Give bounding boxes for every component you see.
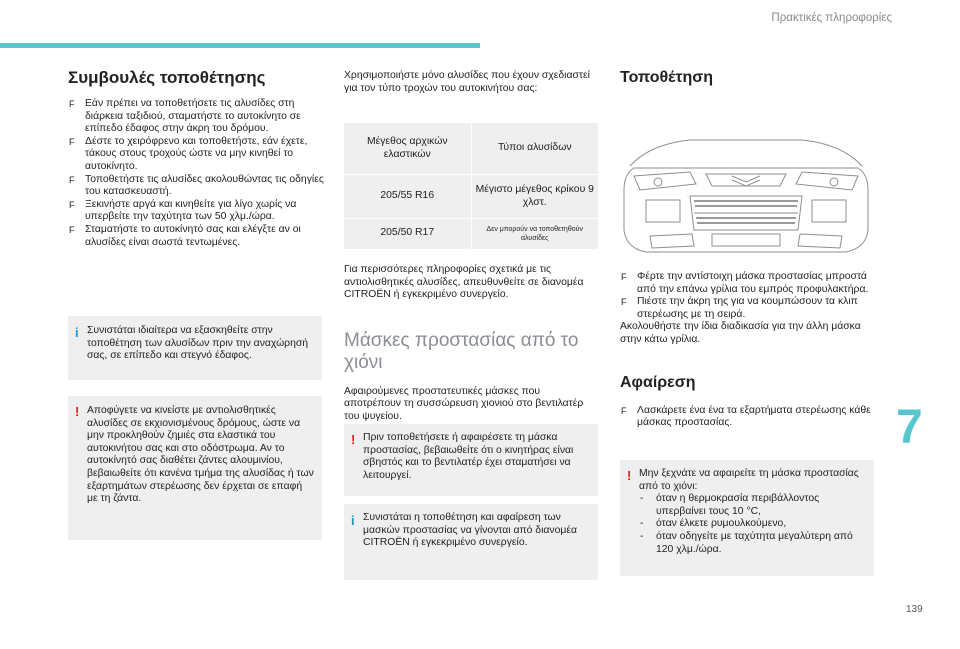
- list-item: F Πιέστε την άκρη της για να κουμπώσουν τα κλιπ στερέωσης με τη σειρά.: [620, 296, 874, 321]
- list-item: F Λασκάρετε ένα ένα τα εξαρτήματα στερέωσης κάθε μάσκας προστασίας.: [620, 405, 874, 430]
- more-info-text: Για περισσότερες πληροφορίες σχετικά με τις αντιολισθητικές αλυσίδες, απευθυνθείτε σε διανομέα CITROËN ή εγκεκριμένο συνεργείο.: [344, 264, 584, 301]
- info-box-practice: [68, 316, 322, 380]
- warning-conditions-list: [639, 493, 866, 556]
- table-cell: 205/55 R16: [344, 175, 471, 219]
- info-text: Συνιστάται ιδιαίτερα να εξασκηθείτε στην τοποθέτηση των αλυσίδων πριν την αναχώρησή σας, σε επίπεδο και στεγνό έδαφος.: [87, 325, 309, 362]
- table-cell: Δεν μπορούν να τοποθετηθούν αλυσίδες: [471, 219, 598, 249]
- table-cell: 205/50 R17: [344, 219, 471, 249]
- table-header: Μέγεθος αρχικών ελαστικών: [344, 123, 471, 175]
- warning-content: [639, 468, 866, 556]
- chains-table: [344, 122, 598, 249]
- top-accent-bar: [0, 43, 480, 48]
- info-box-dealer: [344, 504, 598, 580]
- snow-masks-title: Μάσκες προστασίας από το χιόνι: [344, 329, 579, 373]
- warning-text: Πριν τοποθετήσετε ή αφαιρέσετε τη μάσκα προστασίας, βεβαιωθείτε ότι ο κινητήρας είναι σβηστός και το βεντιλατέρ έχει σταματήσει να λειτουργεί.: [363, 432, 574, 481]
- remove-steps-list: [620, 405, 874, 430]
- table-row: [344, 175, 598, 219]
- table-header: Τύποι αλυσίδων: [471, 123, 598, 175]
- remove-title: Αφαίρεση: [620, 373, 696, 391]
- list-item: F Σταματήστε το αυτοκίνητό σας και ελέγξτε αν οι αλυσίδες είναι σωστά τεντωμένες.: [68, 224, 326, 249]
- list-item: - όταν η θερμοκρασία περιβάλλοντος υπερβαίνει τους 10 °C,: [639, 493, 866, 518]
- middle-intro: [344, 70, 596, 95]
- list-item: F Ξεκινήστε αργά και κινηθείτε για λίγο χωρίς να υπερβείτε την ταχύτητα των 50 χλμ./ώρα.: [68, 199, 326, 224]
- install-title: Τοποθέτηση: [620, 69, 713, 86]
- right-header: [620, 68, 874, 88]
- right-body: [620, 271, 874, 430]
- info-icon: i: [351, 513, 355, 528]
- car-front-illustration: [620, 130, 872, 267]
- warning-box-engine-off: [344, 424, 598, 496]
- install-note: Ακολουθήστε την ίδια διαδικασία για την άλλη μάσκα στην κάτω γρίλια.: [620, 321, 861, 345]
- list-item: F Φέρτε την αντίστοιχη μάσκα προστασίας μπροστά από την επάνω γρίλια του εμπρός προφυλακτήρα.: [620, 271, 874, 296]
- snow-masks-text: Αφαιρούμενες προστατευτικές μάσκες που αποτρέπουν τη συσσώρευση χιονιού στο βεντιλατέρ του ψυγείου.: [344, 385, 584, 422]
- warning-box-remove-mask: [620, 460, 874, 576]
- info-text: Συνιστάται η τοποθέτηση και αφαίρεση των μασκών προστασίας να γίνονται από διανομέα CITROËN ή εγκεκριμένο συνεργείο.: [363, 512, 577, 549]
- list-item: - όταν έλκετε ρυμουλκούμενο,: [639, 518, 866, 531]
- install-steps-list: [620, 271, 874, 321]
- warning-text: Αποφύγετε να κινείστε με αντιολισθητικές αλυσίδες σε εκχιονισμένους δρόμους, ώστε να μην προκληθούν ζημιές στα ελαστικά του αυτοκινήτου σας και στο οδόστρωμα. Αν το αυτοκίνητό σας διαθέτει ζάντες αλουμινίου, βεβαιωθείτε ότι κανένα τμήμα της αλυσίδας ή των εξαρτημάτων στερέωσης δεν έρχεται σε επαφή με τη ζάντα.: [87, 405, 314, 505]
- warning-box-snow-roads: [68, 396, 322, 540]
- warning-text: Μην ξεχνάτε να αφαιρείτε τη μάσκα προστασίας από το χιόνι:: [639, 468, 859, 492]
- page-number: 139: [906, 604, 923, 615]
- left-column: [68, 68, 326, 249]
- install-tips-list: [68, 98, 326, 249]
- table-header-row: [344, 123, 598, 175]
- section-header: Πρακτικές πληροφορίες: [771, 12, 892, 24]
- table-cell: Μέγιστο μέγεθος κρίκου 9 χλστ.: [471, 175, 598, 219]
- warning-icon: !: [351, 432, 356, 447]
- list-item: F Τοποθετήστε τις αλυσίδες ακολουθώντας τις οδηγίες του κατασκευαστή.: [68, 174, 326, 199]
- list-item: - όταν οδηγείτε με ταχύτητα μεγαλύτερη από 120 χλμ./ώρα.: [639, 531, 866, 556]
- warning-icon: !: [627, 468, 632, 483]
- list-item: F Εάν πρέπει να τοποθετήσετε τις αλυσίδες στη διάρκεια ταξιδιού, σταματήστε το αυτοκίνητο σε επίπεδο έδαφος στην άκρη του δρόμου.: [68, 98, 326, 136]
- install-tips-title: Συμβουλές τοποθέτησης: [68, 68, 266, 87]
- chains-intro-text: Χρησιμοποιήστε μόνο αλυσίδες που έχουν σχεδιαστεί για τον τύπο τροχών του αυτοκινήτου σας:: [344, 70, 590, 94]
- table-row: [344, 219, 598, 249]
- warning-icon: !: [75, 404, 80, 419]
- chapter-number: 7: [896, 401, 923, 454]
- info-icon: i: [75, 325, 79, 340]
- list-item: F Δέστε το χειρόφρενο και τοποθετήστε, εάν έχετε, τάκους στους τροχούς ώστε να μην κινηθεί το αυτοκίνητο.: [68, 136, 326, 174]
- middle-body: [344, 264, 596, 424]
